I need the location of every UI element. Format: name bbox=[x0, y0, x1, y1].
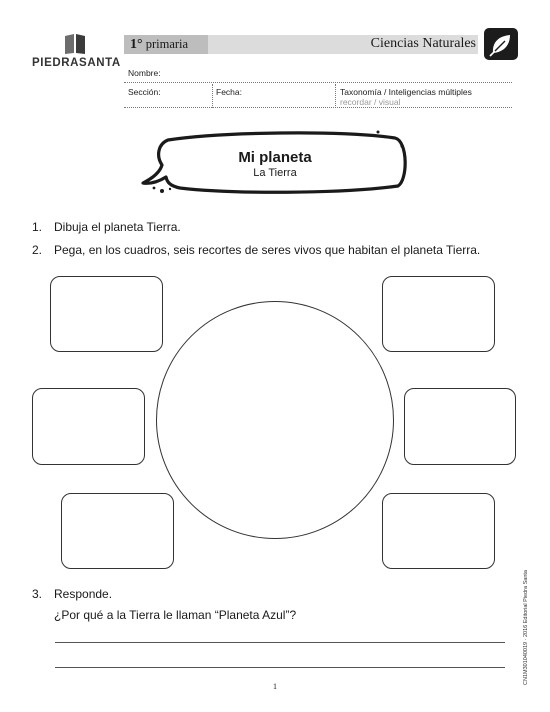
taxonomia-value: recordar / visual bbox=[340, 97, 401, 107]
field-divider bbox=[335, 84, 336, 108]
cutout-box-middle-right[interactable] bbox=[404, 388, 516, 465]
instruction-number: 3. bbox=[32, 587, 43, 601]
page-title: Mi planeta bbox=[238, 149, 312, 166]
instruction-3 bbox=[32, 587, 112, 601]
taxonomia-label: Taxonomía / Inteligencias múltiples bbox=[340, 87, 472, 97]
seccion-line bbox=[124, 107, 512, 108]
page-number: 1 bbox=[273, 682, 277, 691]
page-subtitle: La Tierra bbox=[253, 167, 297, 179]
side-code: CN1M301040019 · 2016 Editorial Piedra Santa bbox=[523, 570, 529, 685]
instruction-text: Dibuja el planeta Tierra. bbox=[54, 220, 181, 234]
question-text: ¿Por qué a la Tierra le llaman “Planeta Azul”? bbox=[54, 608, 297, 622]
cutout-box-bottom-left[interactable] bbox=[61, 493, 174, 569]
answer-line[interactable] bbox=[55, 667, 505, 668]
brand-name: PIEDRASANTA bbox=[32, 57, 121, 69]
leaf-icon bbox=[484, 28, 518, 60]
cutout-box-bottom-right[interactable] bbox=[382, 493, 495, 569]
earth-drawing-circle[interactable] bbox=[156, 301, 394, 539]
instruction-number: 2. bbox=[32, 243, 43, 257]
grade-text: primaria bbox=[142, 37, 189, 51]
grade-number: 1° bbox=[130, 37, 143, 52]
grade-label bbox=[130, 37, 188, 53]
cutout-box-top-left[interactable] bbox=[50, 276, 163, 352]
answer-line[interactable] bbox=[55, 642, 505, 643]
nombre-label: Nombre: bbox=[128, 68, 161, 78]
instruction-1 bbox=[32, 220, 181, 234]
seccion-label: Sección: bbox=[128, 87, 161, 97]
cutout-box-top-right[interactable] bbox=[382, 276, 495, 352]
instruction-text: Responde. bbox=[54, 587, 113, 601]
instruction-2 bbox=[32, 243, 480, 257]
instruction-text: Pega, en los cuadros, seis recortes de seres vivos que habitan el planeta Tierra. bbox=[54, 243, 481, 257]
fecha-label: Fecha: bbox=[216, 87, 242, 97]
subject-label: Ciencias Naturales bbox=[370, 36, 476, 51]
field-divider bbox=[212, 84, 213, 108]
instruction-number: 1. bbox=[32, 220, 43, 234]
cutout-box-middle-left[interactable] bbox=[32, 388, 145, 465]
nombre-line bbox=[124, 82, 512, 83]
book-icon bbox=[63, 33, 87, 55]
